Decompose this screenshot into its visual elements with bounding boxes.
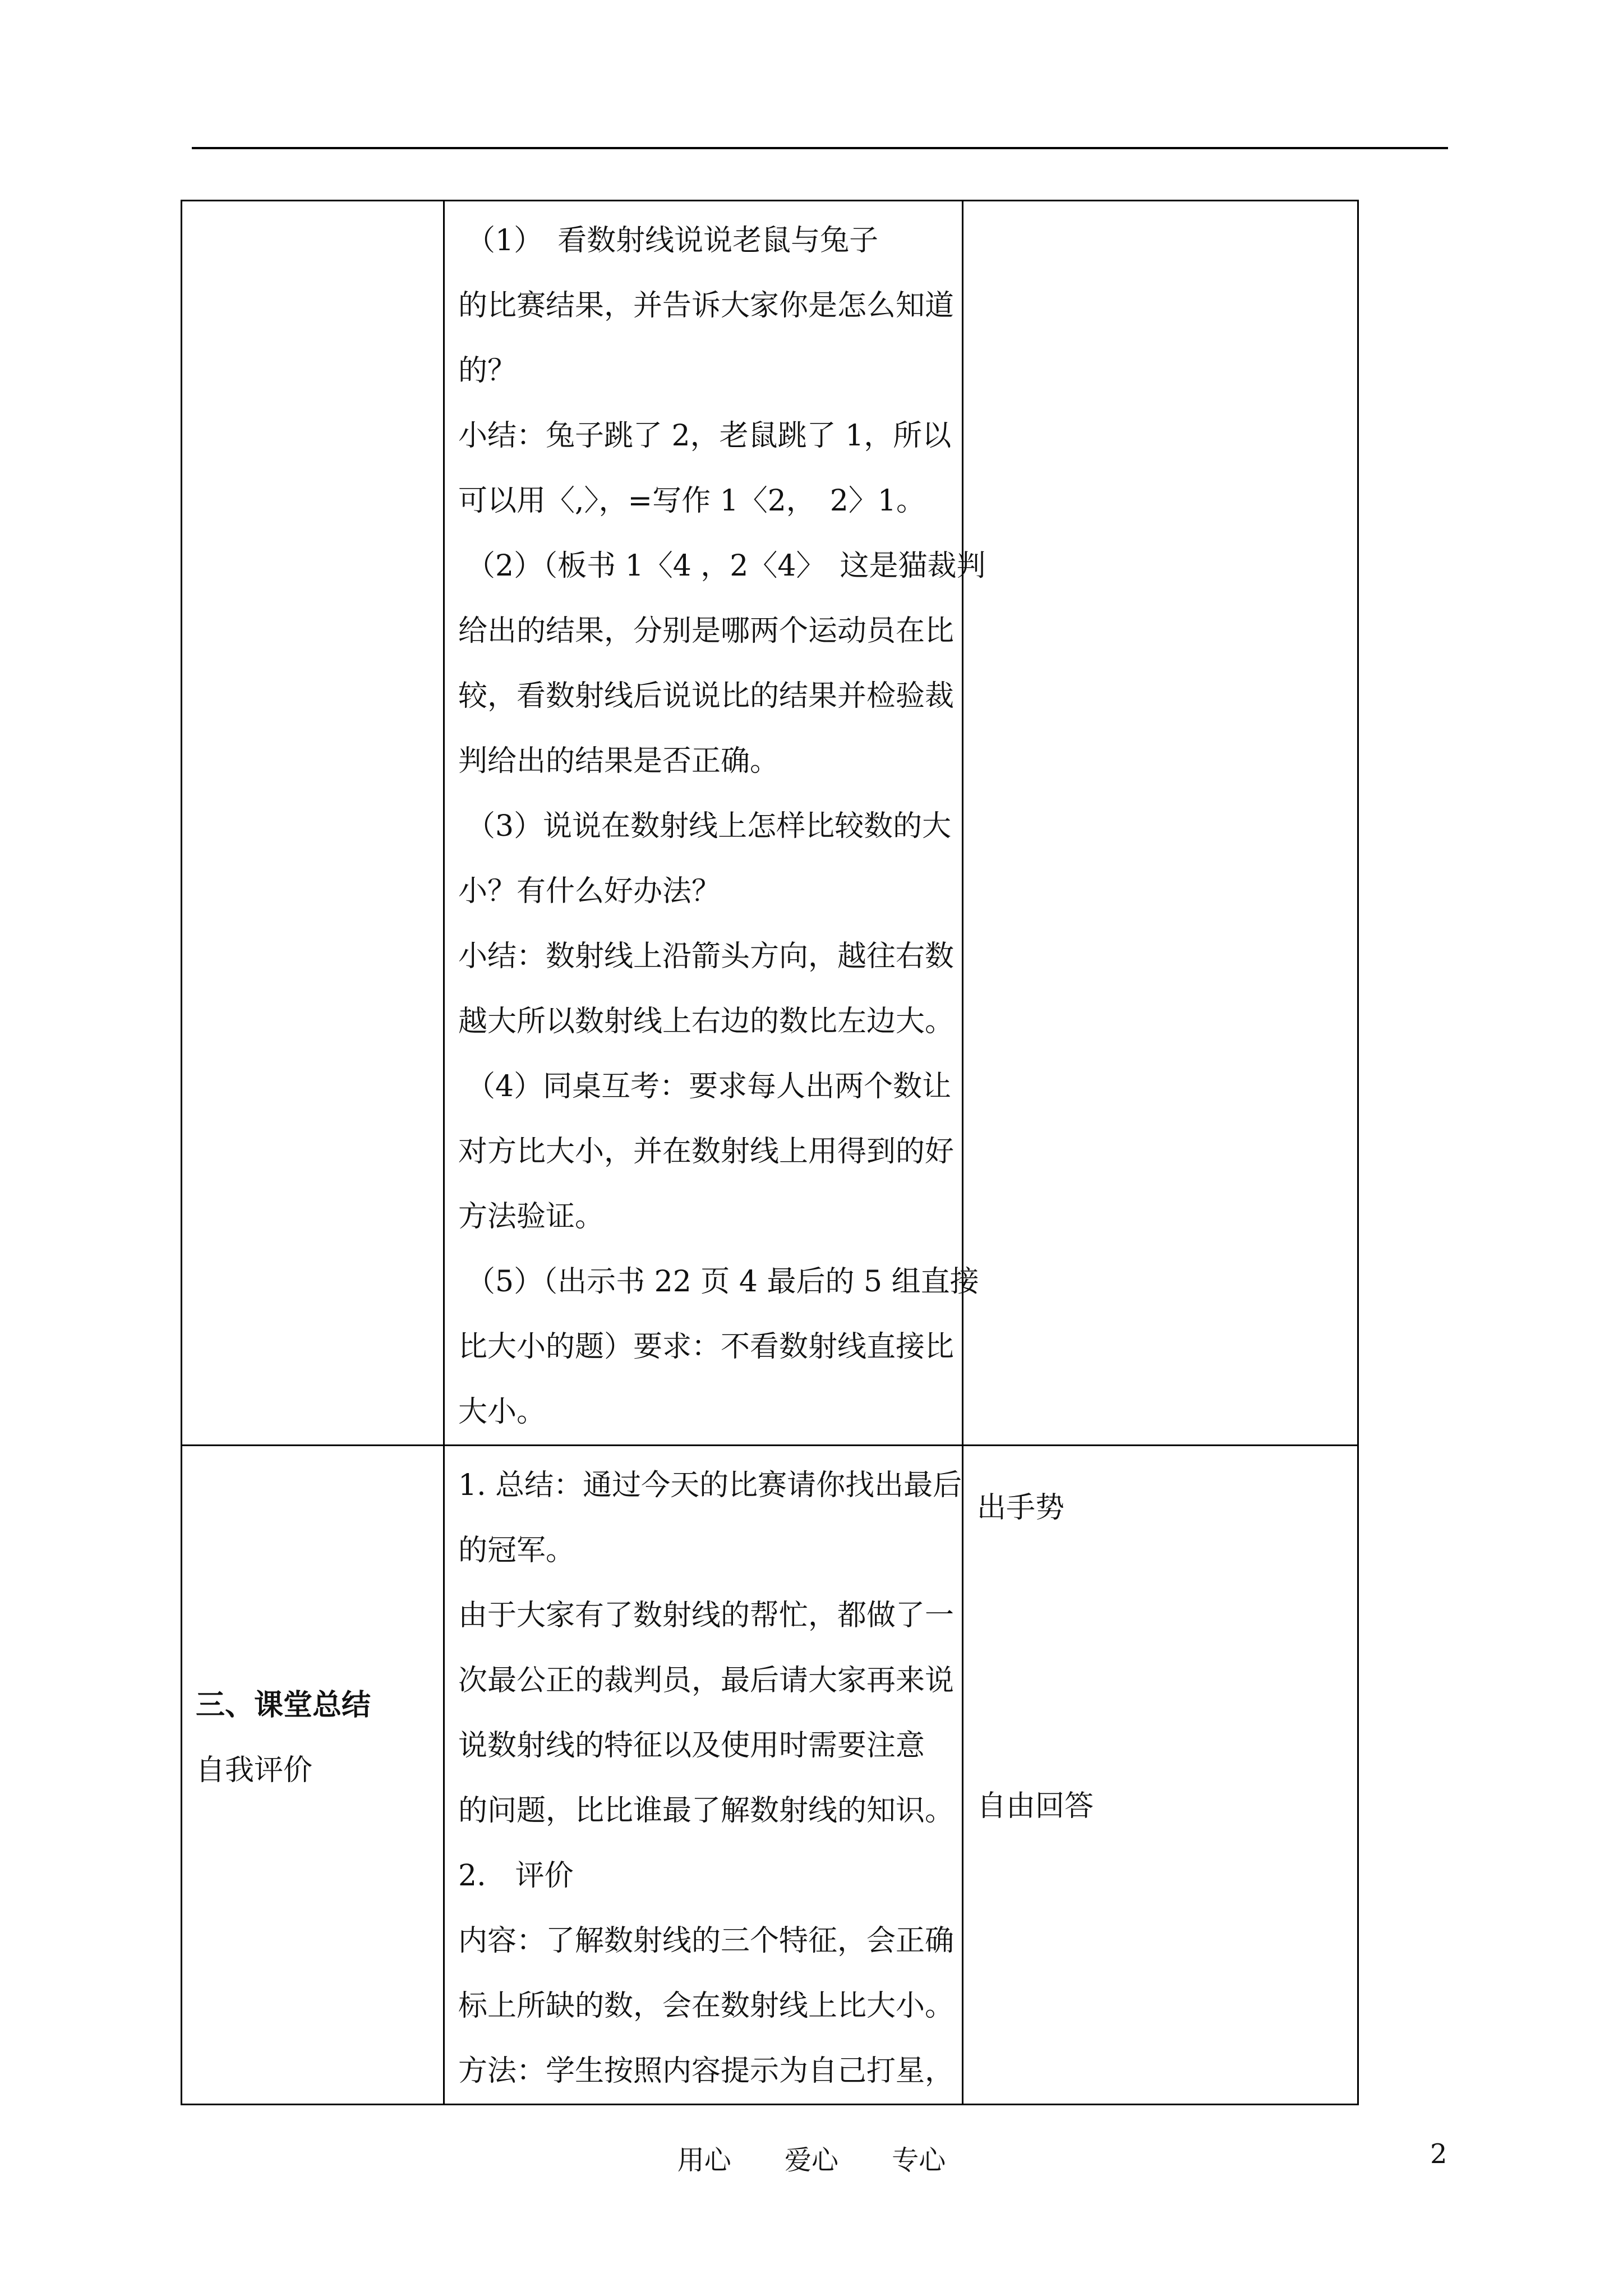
page-number: 2 bbox=[1430, 2138, 1447, 2170]
text-line: 可以用〈,〉，=写作 1〈2， 2〉1。 bbox=[458, 484, 925, 518]
text-line: （5）（出示书 22 页 4 最后的 5 组直接 bbox=[466, 1265, 979, 1299]
student-response: 自由回答 bbox=[977, 1789, 1094, 1823]
text-line: 由于大家有了数射线的帮忙，都做了一 bbox=[458, 1599, 955, 1632]
stage-cell bbox=[182, 1446, 444, 2105]
text-line: 的冠军。 bbox=[458, 1534, 575, 1567]
footer-word: 用心 bbox=[677, 2145, 731, 2176]
student-activity-cell bbox=[963, 1446, 1358, 2105]
text-line: 小结：兔子跳了 2，老鼠跳了 1，所以 bbox=[458, 419, 952, 453]
footer-word: 专心 bbox=[892, 2145, 946, 2176]
text-line: 说数射线的特征以及使用时需要注意 bbox=[458, 1729, 925, 1763]
teacher-activity-cell bbox=[444, 1446, 963, 2105]
footer-motto bbox=[0, 2138, 1623, 2177]
footer-word: 爱心 bbox=[784, 2145, 838, 2176]
text-line: 方法验证。 bbox=[458, 1200, 605, 1234]
student-activity-cell bbox=[963, 201, 1358, 1446]
teacher-activity-cell bbox=[444, 201, 986, 1446]
text-line: 给出的结果，分别是哪两个运动员在比 bbox=[458, 614, 955, 648]
table-row bbox=[182, 201, 1358, 1446]
text-line: 的问题，比比谁最了解数射线的知识。 bbox=[458, 1794, 955, 1828]
text-line: 小结：数射线上沿箭头方向，越往右数 bbox=[458, 940, 955, 973]
text-line: 的比赛结果，并告诉大家你是怎么知道 bbox=[458, 289, 955, 323]
text-line: 越大所以数射线上右边的数比左边大。 bbox=[458, 1005, 955, 1038]
text-line: （4）同桌互考：要求每人出两个数让 bbox=[466, 1070, 952, 1103]
table-row bbox=[182, 1446, 1358, 2105]
stage-title: 三、课堂总结 bbox=[196, 1688, 371, 1722]
text-line: 次最公正的裁判员，最后请大家再来说 bbox=[458, 1664, 955, 1697]
text-line: 的？ bbox=[458, 354, 517, 388]
text-line: （1） 看数射线说说老鼠与兔子 bbox=[466, 224, 879, 257]
text-line: 1. 总结：通过今天的比赛请你找出最后 bbox=[458, 1469, 962, 1502]
lesson-plan-table bbox=[181, 200, 1359, 2105]
text-line: 大小。 bbox=[458, 1395, 546, 1429]
header-rule bbox=[192, 147, 1448, 149]
text-line: 内容：了解数射线的三个特征，会正确 bbox=[458, 1924, 955, 1958]
text-line: （2）（板书 1〈4 ，2〈4〉 这是猫裁判 bbox=[466, 549, 986, 583]
text-line: 小？有什么好办法？ bbox=[458, 875, 721, 908]
text-line: 2. 评价 bbox=[458, 1859, 574, 1893]
text-line: 方法：学生按照内容提示为自己打星， bbox=[458, 2054, 955, 2088]
student-response: 出手势 bbox=[977, 1491, 1065, 1525]
stage-cell bbox=[182, 201, 444, 1446]
stage-subtitle: 自我评价 bbox=[196, 1754, 313, 1787]
text-line: 标上所缺的数，会在数射线上比大小。 bbox=[458, 1989, 955, 2023]
text-line: 比大小的题）要求：不看数射线直接比 bbox=[458, 1330, 955, 1364]
text-line: 较，看数射线后说说比的结果并检验裁 bbox=[458, 679, 955, 713]
text-line: 判给出的结果是否正确。 bbox=[458, 744, 780, 778]
text-line: 对方比大小，并在数射线上用得到的好 bbox=[458, 1135, 955, 1168]
text-line: （3）说说在数射线上怎样比较数的大 bbox=[466, 809, 952, 843]
